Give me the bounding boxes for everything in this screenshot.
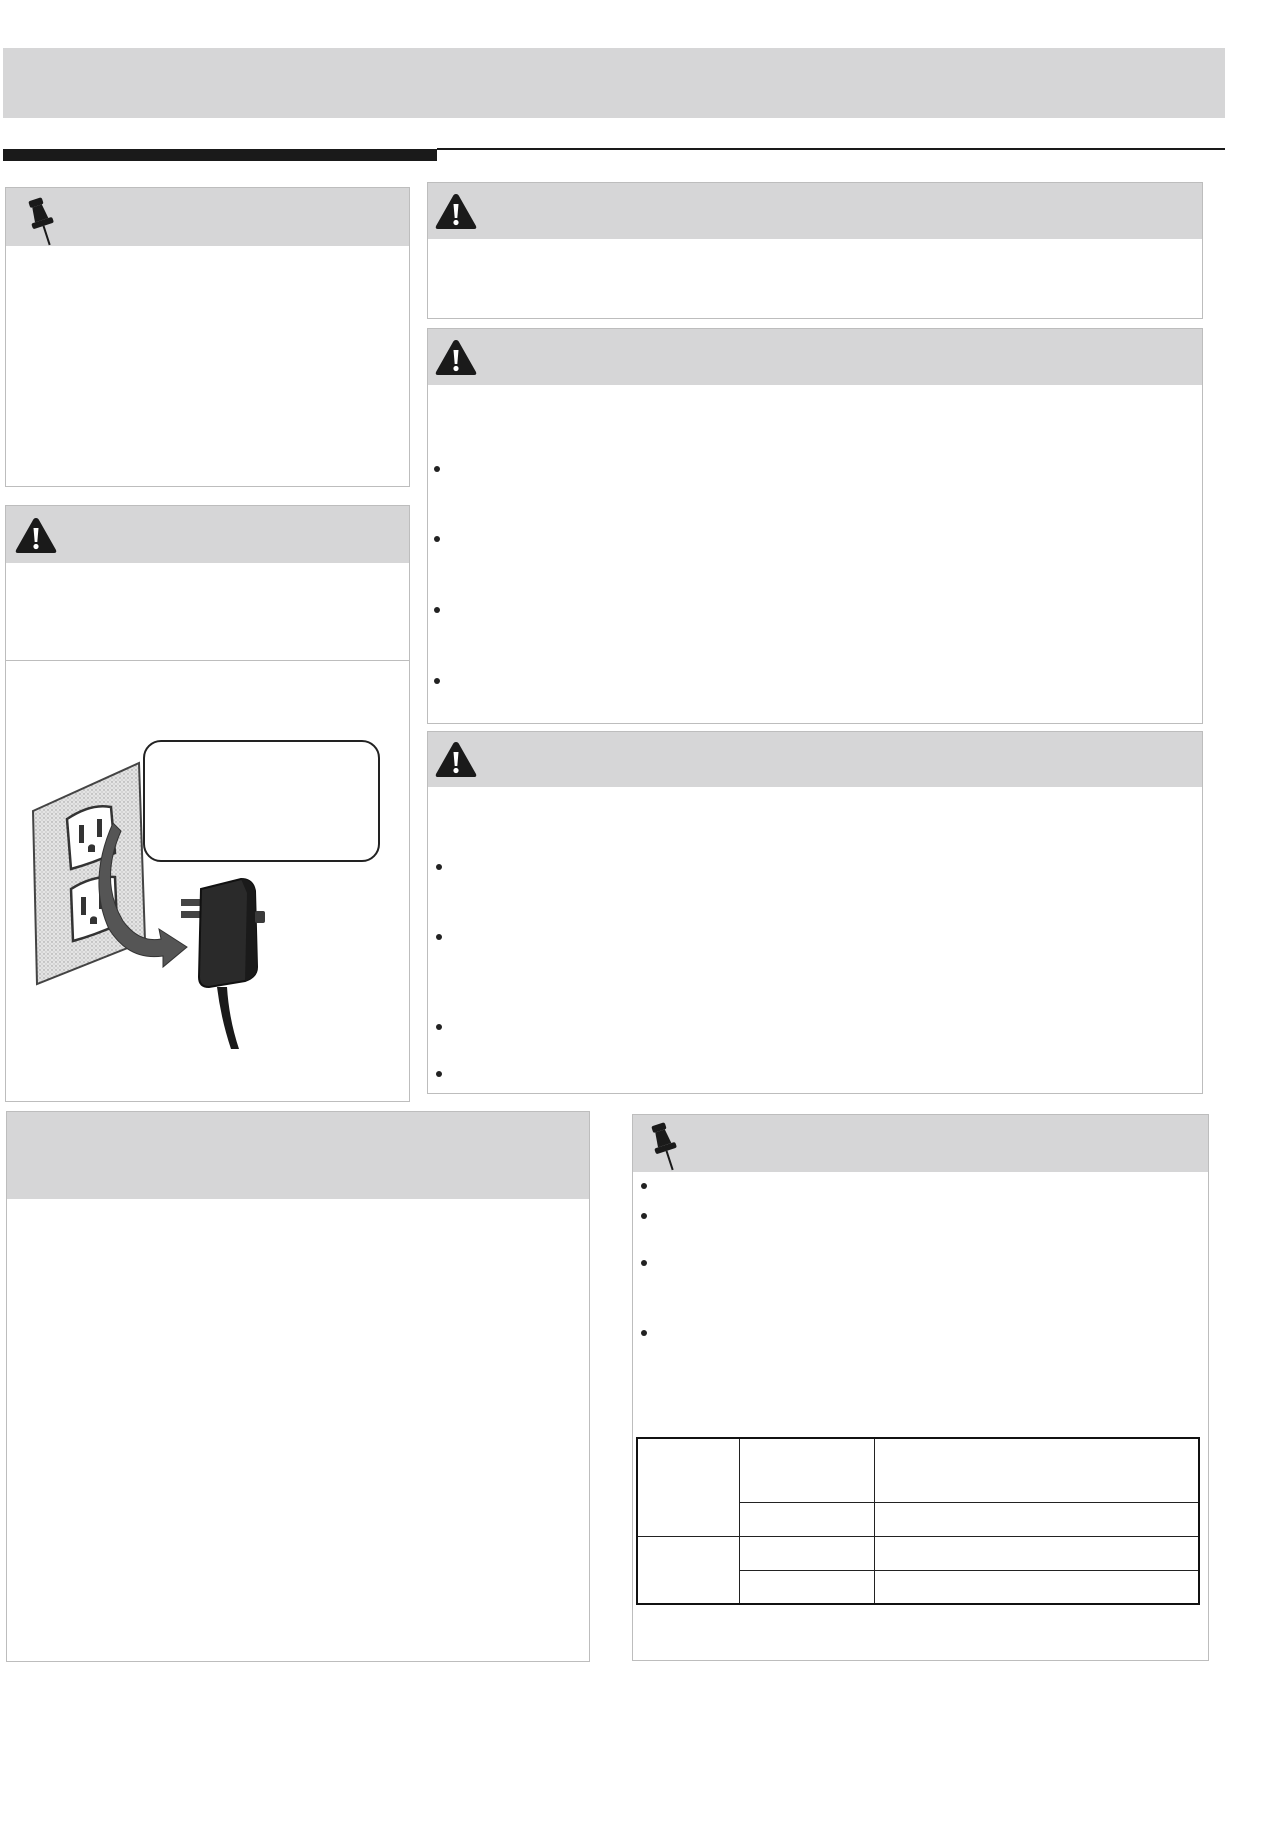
section-rule-thick xyxy=(3,149,437,161)
section-rule-thin xyxy=(437,148,1225,150)
wall-outlet-icon xyxy=(33,763,145,984)
callout-bubble xyxy=(143,740,380,862)
bottom-left-panel-header xyxy=(7,1112,589,1199)
list-bullet xyxy=(641,1213,647,1219)
list-bullet xyxy=(641,1330,647,1336)
warning-triangle-icon xyxy=(434,337,478,377)
note-box-bottom-right xyxy=(632,1114,1209,1661)
list-bullet xyxy=(434,466,440,472)
table-cell xyxy=(875,1502,1200,1536)
bottom-left-panel xyxy=(6,1111,590,1662)
warning-box-header xyxy=(428,732,1202,787)
table-cell xyxy=(637,1536,740,1604)
note-box-header xyxy=(633,1115,1208,1172)
pushpin-icon xyxy=(24,196,60,248)
warning-box-left xyxy=(5,505,410,1102)
table-cell xyxy=(740,1438,875,1502)
table-cell xyxy=(875,1536,1200,1570)
list-bullet xyxy=(434,678,440,684)
table-row xyxy=(637,1536,1199,1570)
warning-box-right-3 xyxy=(427,731,1203,1094)
warning-triangle-icon xyxy=(14,515,58,555)
spec-table xyxy=(636,1437,1200,1605)
list-bullet xyxy=(434,607,440,613)
warning-box-header xyxy=(428,183,1202,239)
list-bullet xyxy=(436,934,442,940)
list-bullet xyxy=(434,536,440,542)
warning-triangle-icon xyxy=(434,191,478,231)
list-bullet xyxy=(641,1183,647,1189)
note-box-header xyxy=(6,188,409,246)
warning-box-right-1 xyxy=(427,182,1203,319)
pushpin-icon xyxy=(647,1121,683,1173)
power-adapter-icon xyxy=(181,879,265,1049)
list-bullet xyxy=(436,1024,442,1030)
table-cell xyxy=(740,1502,875,1536)
note-box-top-left xyxy=(5,187,410,487)
table-row xyxy=(637,1438,1199,1502)
table-cell xyxy=(637,1438,740,1536)
table-cell xyxy=(875,1438,1200,1502)
title-band xyxy=(3,48,1225,118)
warning-box-right-2 xyxy=(427,328,1203,724)
list-bullet xyxy=(436,1071,442,1077)
warning-triangle-icon xyxy=(434,739,478,779)
list-bullet xyxy=(436,864,442,870)
warning-box-header xyxy=(6,506,409,563)
table-cell xyxy=(875,1570,1200,1604)
table-cell xyxy=(740,1570,875,1604)
list-bullet xyxy=(641,1260,647,1266)
table-cell xyxy=(740,1536,875,1570)
warning-box-header xyxy=(428,329,1202,385)
warning-divider xyxy=(6,660,409,661)
